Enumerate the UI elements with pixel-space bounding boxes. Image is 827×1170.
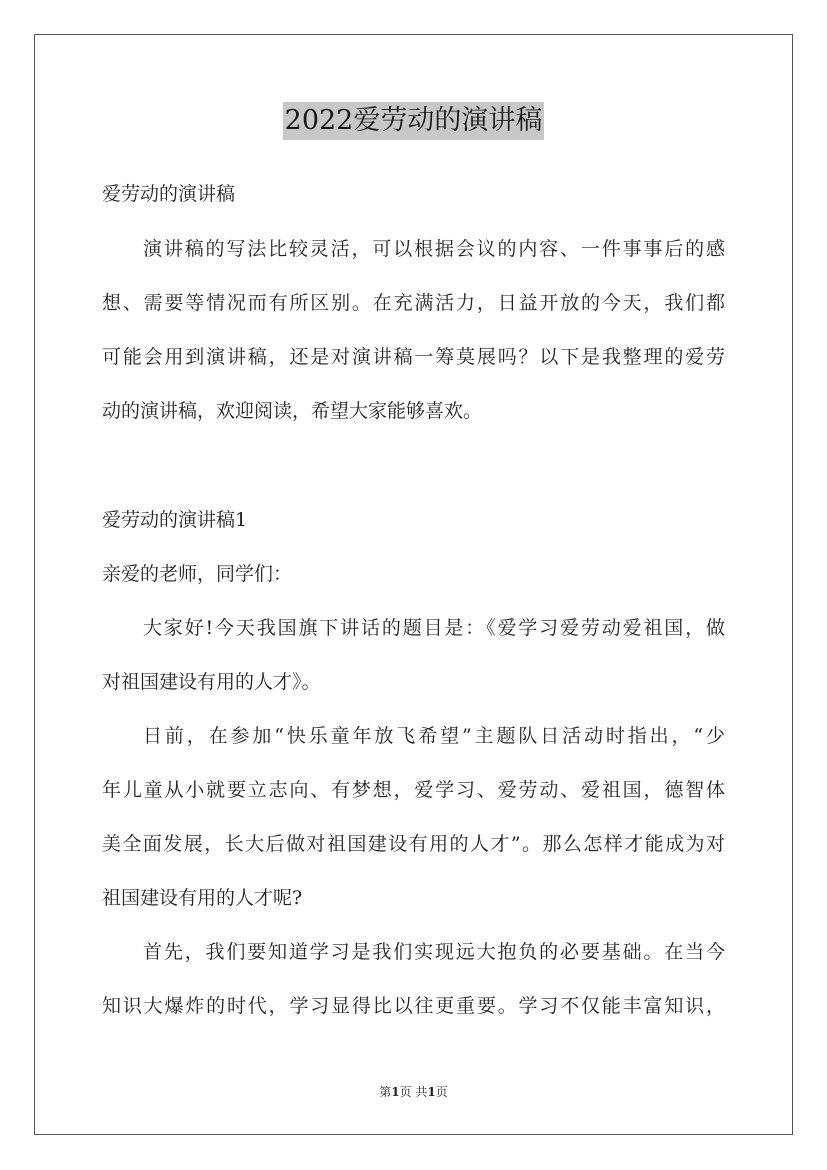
paragraph-line: 知识大爆炸的时代，学习显得比以往更重要。学习不仅能丰富知识， <box>102 995 725 1017</box>
page-number-suffix: 页 <box>435 1085 448 1099</box>
intro-line: 动的演讲稿，欢迎阅读，希望大家能够喜欢。 <box>102 400 483 422</box>
intro-line: 演讲稿的写法比较灵活，可以根据会议的内容、一件事事后的感 <box>143 238 725 260</box>
document-title-text: 2022爱劳动的演讲稿 <box>283 102 545 140</box>
intro-line: 想、需要等情况而有所区别。在充满活力，日益开放的今天，我们都 <box>102 292 725 314</box>
intro-line: 可能会用到演讲稿，还是对演讲稿一筹莫展吗？以下是我整理的爱劳 <box>102 346 725 368</box>
paragraph-line: 年儿童从小就要立志向、有梦想，爱学习、爱劳动、爱祖国，德智体 <box>102 779 725 801</box>
salutation: 亲爱的老师，同学们： <box>102 563 293 585</box>
page-number-total: 1 <box>427 1085 436 1099</box>
heading: 爱劳动的演讲稿 <box>102 183 236 205</box>
paragraph-line: 日前，在参加“快乐童年放飞希望”主题队日活动时指出，“少 <box>143 725 725 747</box>
paragraph-line: 美全面发展，长大后做对祖国建设有用的人才”。那么怎样才能成为对 <box>102 833 725 855</box>
paragraph-line: 祖国建设有用的人才呢? <box>102 887 303 909</box>
page-footer <box>0 1084 827 1100</box>
page-number-current: 1 <box>391 1085 400 1099</box>
section-heading: 爱劳动的演讲稿1 <box>102 509 248 531</box>
page-number-middle: 页 共 <box>399 1085 428 1099</box>
paragraph-line: 对祖国建设有用的人才》。 <box>102 671 321 693</box>
paragraph-line: 大家好!今天我国旗下讲话的题目是：《爱学习爱劳动爱祖国，做 <box>143 617 725 639</box>
paragraph-line: 首先，我们要知道学习是我们实现远大抱负的必要基础。在当今 <box>143 941 725 963</box>
document-title <box>0 102 827 140</box>
page-number-prefix: 第 <box>379 1085 392 1099</box>
